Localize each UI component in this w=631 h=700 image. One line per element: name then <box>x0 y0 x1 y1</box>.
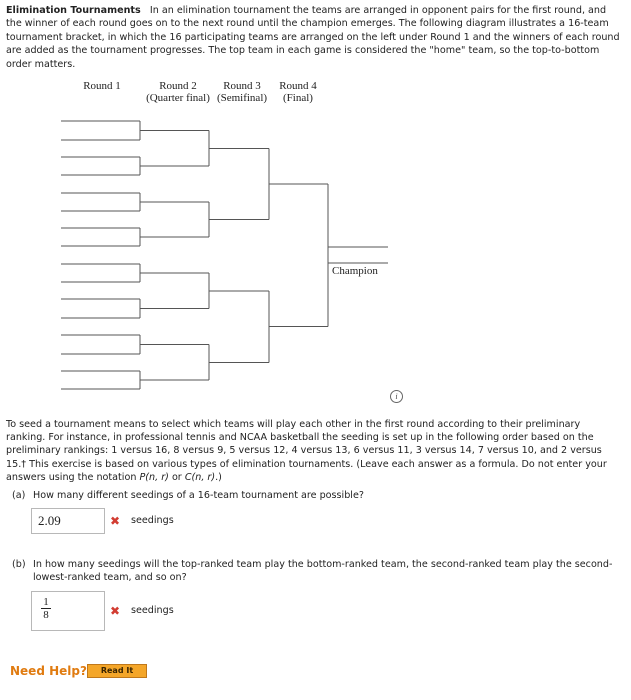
incorrect-x-icon: ✖ <box>110 604 121 618</box>
seeding-paragraph: To seed a tournament means to select which teams will play each other in the first round according to their preliminary ranking. For instance, in professional tennis and NCAA basketball the seeding is set up in the following order based on the preliminary rankings: 1 versus 16, 8 versus 9, 5 versus 12, 4 versus 13, 6 versus 11, 3 versus 14, 7 versus 10, and 2 versus 15.† This exercise is based on various types of elimination tournaments. (Leave each answer as a formula. Do not enter your answers using the notation P(n, r) or C(n, r).) <box>6 419 607 483</box>
need-help-label: Need Help? <box>10 664 87 678</box>
fraction-numerator: 1 <box>41 597 51 609</box>
notation-p: P(n, r) <box>139 471 169 483</box>
round-2-label: Round 2 (Quarter final) <box>146 80 210 104</box>
notation-c: C(n, r) <box>184 471 216 483</box>
intro-title: Elimination Tournaments <box>6 5 141 16</box>
champion-label: Champion <box>332 265 378 277</box>
question-b-label: (b) <box>12 559 26 570</box>
round-4-label: Round 4 (Final) <box>279 80 317 104</box>
question-a-text: How many different seedings of a 16-team tournament are possible? <box>33 490 364 501</box>
info-icon[interactable]: i <box>390 390 403 403</box>
fraction-denominator: 8 <box>43 609 49 621</box>
question-a-answer[interactable]: 2.09 <box>38 513 61 528</box>
question-a-label: (a) <box>12 490 26 501</box>
round-1-label: Round 1 <box>83 80 121 92</box>
question-a-unit: seedings <box>131 515 174 526</box>
question-b-text: In how many seedings will the top-ranked team play the bottom-ranked team, the second-ranked team play the second-lowest-ranked team, and so on? <box>33 559 613 583</box>
question-a-answer-box[interactable] <box>31 508 105 534</box>
question-b-unit: seedings <box>131 605 174 616</box>
read-it-button[interactable]: Read It <box>87 664 147 678</box>
question-b-answer-box[interactable] <box>31 591 105 631</box>
incorrect-x-icon: ✖ <box>110 514 121 528</box>
intro-text: In an elimination tournament the teams are arranged in opponent pairs for the first round, and the winner of each round goes on to the next round until the champion emerges. The following diagram illustrates a 16-team tournament bracket, in which the 16 participating teams are arranged on the left under Round 1 and the winners of each round are added as the tournament progresses. The top team in each game is considered the "home" team, so the top-to-bottom order matters. <box>6 5 620 70</box>
question-b-fraction[interactable] <box>41 597 51 621</box>
round-3-label: Round 3 (Semifinal) <box>216 80 268 104</box>
